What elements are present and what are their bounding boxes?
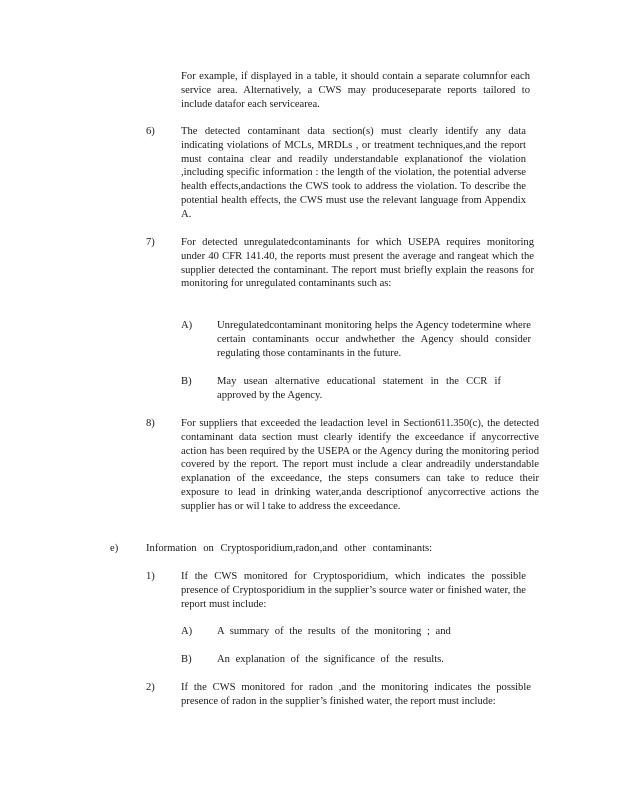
item-7a-number: A)	[181, 320, 193, 331]
item-e1-text: If the CWS monitored for Cryptosporidium, which indicates the possible presence of Cryptosporidium in the supplier’s source water or finished water, the report must include:	[181, 571, 526, 610]
item-e1b-text: An explanation of the significance of the results.	[217, 654, 444, 665]
item-e2-number: 2)	[146, 682, 155, 693]
item-e1a-text: A summary of the results of the monitoring ; and	[217, 626, 451, 637]
section-e-heading: Information on Cryptosporidium,radon,and other contaminants:	[146, 543, 433, 554]
item-e1-number: 1)	[146, 571, 155, 582]
item-7b-text: May usean alternative educational statement in the CCR if approved by the Agency.	[217, 376, 501, 401]
item-6-number: 6)	[146, 126, 155, 137]
item-e1b-number: B)	[181, 654, 192, 665]
item-8-text: For suppliers that exceeded the leadaction level in Section611.350(c), the detected contaminant data section must clearly identify the exceedance if anycorrective action has been required by the USEPA or the Agency during the monitoring period covered by the report. The report must include a clear andreadily understandable explanation of the exceedance, the steps consumers can take to reduce their exposure to lead in drinking water,anda descriptionof anycorrective actions the supplier has or wil l take to address the exceedance.	[181, 418, 539, 512]
item-7-number: 7)	[146, 237, 155, 248]
item-e1a-number: A)	[181, 626, 193, 637]
item-7-text: For detected unregulatedcontaminants for which USEPA requires monitoring under 40 CFR 141.40, the reports must present the average and rangeat which the supplier detected the contaminant. The report must briefly explain the reasons for monitoring for unregulated contaminants such as:	[181, 237, 534, 290]
intro-paragraph: For example, if displayed in a table, it should contain a separate columnfor each service area. Alternatively, a CWS may produceseparate reports tailored to include datafor each servicearea.	[181, 71, 530, 110]
item-e2-text: If the CWS monitored for radon ,and the monitoring indicates the possible presence of radon in the supplier’s finished water, the report must include:	[181, 682, 531, 707]
section-e-letter: e)	[110, 543, 119, 554]
item-7b-number: B)	[181, 376, 192, 387]
item-7a-text: Unregulatedcontaminant monitoring helps the Agency todetermine where certain contaminants occur andwhether the Agency should consider regulating those contaminants in the future.	[217, 320, 531, 359]
item-6-text: The detected contaminant data section(s) must clearly identify any data indicating violations of MCLs, MRDLs , or treatment techniques,and the report must containa clear and readily understandable explanationof the violation ,including specific information : the length of the violation, the potential adverse health effects,andactions the CWS took to address the violation. To describe the potential health effects, the CWS must use the relevant language from Appendix A.	[181, 126, 526, 220]
item-8-number: 8)	[146, 418, 155, 429]
